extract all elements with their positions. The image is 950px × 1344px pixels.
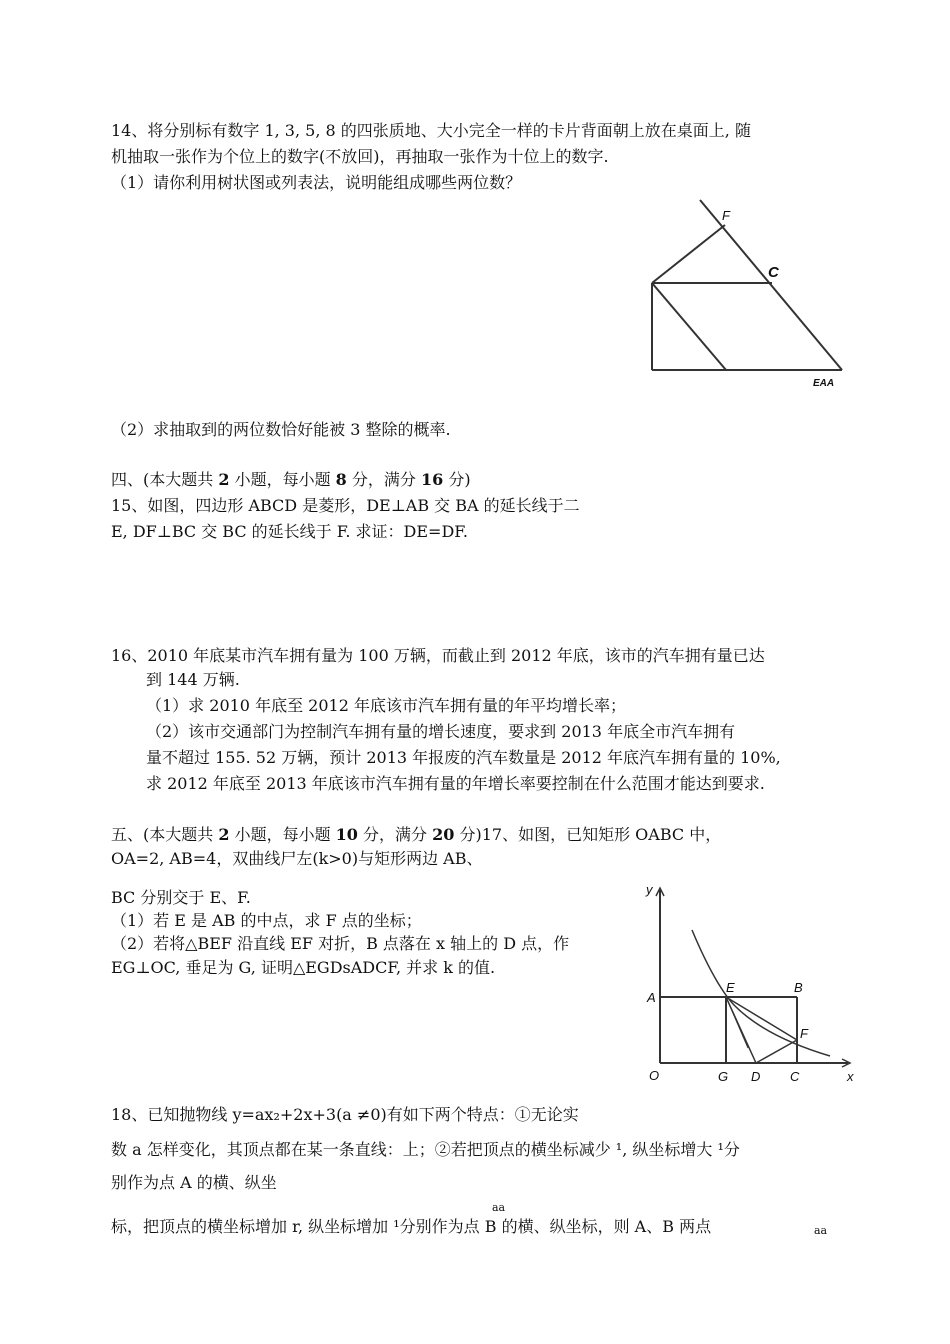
section5-mid: 小题，每小题: [229, 825, 336, 844]
q17-part2b: EG⊥OC, 垂足为 G, 证明△EGDsADCF, 并求 k 的值.: [111, 958, 496, 977]
fig1-long-diagonal: [700, 200, 842, 370]
q18-sub-aa2: aa: [814, 1224, 828, 1237]
q14-line1: 14、将分别标有数字 1, 3, 5, 8 的四张质地、大小完全一样的卡片背面朝上放在桌面上, 随: [111, 121, 751, 140]
label-c: C: [790, 1069, 800, 1084]
fig1-left-diagonal: [652, 225, 725, 283]
q18-line3: 别作为点 A 的横、纵坐: [111, 1173, 277, 1192]
section5-total-score: 20: [432, 825, 455, 844]
section4-post: 分): [443, 470, 471, 489]
fig1-label-cut: EAA: [813, 378, 835, 389]
label-f: F: [800, 1026, 808, 1041]
section5-pre: 五、(本大题共: [111, 825, 219, 844]
q17-line2: OA=2, AB=4，双曲线尸左(k>0)与矩形两边 AB、: [111, 849, 483, 868]
figure-rhombus: [640, 195, 860, 389]
q14-part1: （1）请你利用树状图或列表法，说明能组成哪些两位数？: [111, 173, 522, 192]
section4-each-score: 8: [335, 470, 347, 489]
q16-part1: （1）求 2010 年底至 2012 年底该市汽车拥有量的年平均增长率；: [146, 696, 626, 715]
q16-part2c: 求 2012 年底至 2013 年底该市汽车拥有量的年增长率要控制在什么范围才能达到要求.: [146, 774, 765, 793]
q18-line4: 标，把顶点的横坐标增加 r, 纵坐标增加 ¹分别作为点 B 的横、纵坐标，则 A、B 两点: [111, 1217, 712, 1236]
segment-fold: [726, 997, 748, 1048]
q16-part2a: （2）该市交通部门为控制汽车拥有量的增长速度，要求到 2013 年底全市汽车拥有: [146, 722, 736, 741]
q14-line2: 机抽取一张作为个位上的数字(不放回)，再抽取一张作为十位上的数字.: [111, 147, 609, 166]
q16-line2: 到 144 万辆.: [146, 670, 240, 689]
section5-count: 2: [218, 825, 230, 844]
section4-mid: 小题，每小题: [229, 470, 336, 489]
q16-line1: 16、2010 年底某市汽车拥有量为 100 万辆，而截止到 2012 年底，该市的汽车拥有量已达: [111, 646, 765, 665]
section5-each-score: 10: [335, 825, 358, 844]
segment-df: [756, 1040, 797, 1063]
label-g: G: [718, 1069, 729, 1084]
hyperbola-curve: [692, 930, 830, 1056]
q17-part2a: （2）若将△BEF 沿直线 EF 对折，B 点落在 x 轴上的 D 点，作: [111, 934, 570, 953]
label-o: O: [649, 1068, 660, 1083]
label-y: y: [646, 882, 653, 897]
fig1-label-f: F: [722, 208, 730, 223]
segment-ef: [726, 997, 797, 1040]
section4-count: 2: [218, 470, 230, 489]
q16-part2b: 量不超过 155. 52 万辆，预计 2013 年报废的汽车数量是 2012 年底汽车拥有量的 10%,: [146, 748, 781, 767]
q15-line1: 15、如图，四边形 ABCD 是菱形，DE⊥AB 交 BA 的延长线于二: [111, 496, 580, 515]
section4-heading: [111, 469, 471, 491]
q18-line1: 18、已知抛物线 y=ax₂+2x+3(a ≠0)有如下两个特点：①无论实: [111, 1105, 579, 1124]
q14-part2: （2）求抽取到的两位数恰好能被 3 整除的概率.: [111, 420, 451, 439]
q17-part1: （1）若 E 是 AB 的中点，求 F 点的坐标；: [111, 911, 422, 930]
section5-post: 分)17、如图，已知矩形 OABC 中，: [454, 825, 722, 844]
section5-heading: [111, 824, 721, 846]
section4-mid2: 分，满分: [346, 470, 421, 489]
figure-coordinate: [640, 878, 870, 1088]
label-a: A: [647, 990, 656, 1005]
label-x: x: [847, 1069, 854, 1084]
q18-sub-aa1: aa: [492, 1201, 506, 1214]
label-b: B: [794, 980, 803, 995]
q17-line3: BC 分别交于 E、F.: [111, 888, 251, 907]
label-e: E: [726, 980, 735, 995]
fig1-label-c: C: [768, 264, 779, 281]
q18-line2: 数 a 怎样变化，其顶点都在某一条直线：上；②若把顶点的横坐标减少 ¹, 纵坐标增大 ¹分: [111, 1140, 740, 1159]
section4-pre: 四、(本大题共: [111, 470, 219, 489]
label-d: D: [751, 1069, 761, 1084]
q15-line2: E, DF⊥BC 交 BC 的延长线于 F. 求证：DE=DF.: [111, 522, 468, 541]
fig1-inner-diagonal: [652, 283, 726, 370]
section5-mid2: 分，满分: [357, 825, 433, 844]
section4-total-score: 16: [421, 470, 444, 489]
